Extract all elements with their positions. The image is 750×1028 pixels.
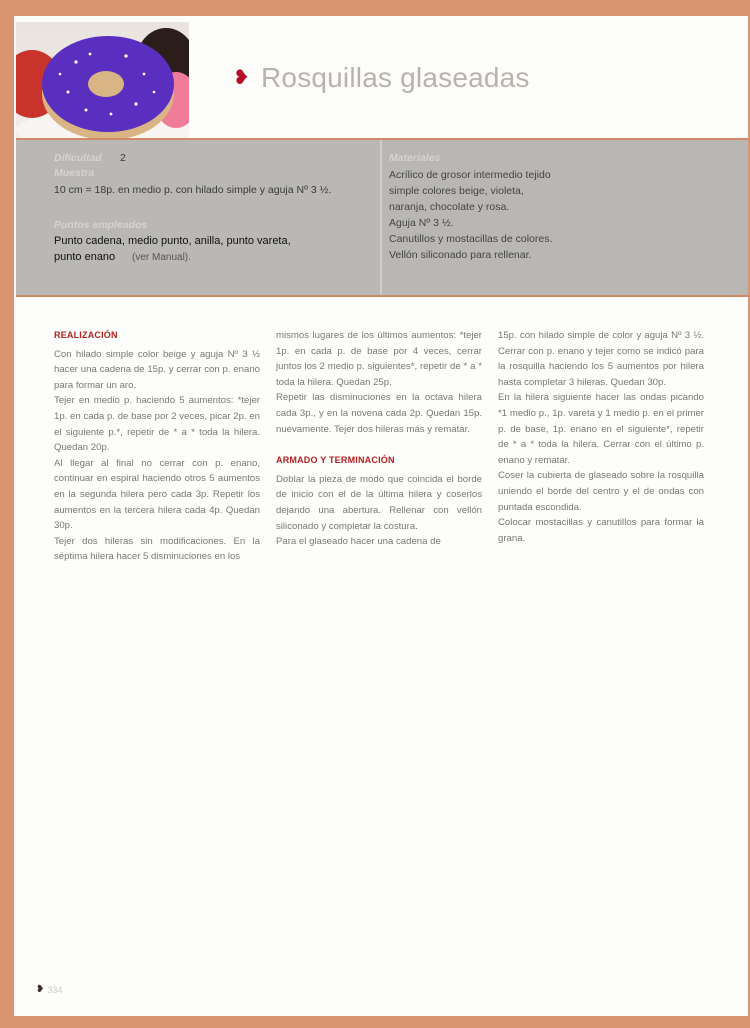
title-row [233,62,530,94]
paragraph: Con hilado simple color beige y aguja Nº 3 ½ hacer una cadena de 15p. y cerrar con p. enano para formar un aro. [54,348,260,391]
heart-icon: ❥ [36,984,45,995]
info-band [16,140,748,296]
info-left-panel [16,140,380,296]
armado-heading: ARMADO Y TERMINACIÓN [276,455,395,466]
text-column-1 [54,328,260,565]
paragraph: Tejer en medio p. haciendo 5 aumentos: *tejer 1p. en cada p. de base por 2 veces, picar 2p. en el siguiente p.*, repetir de * a * toda la hilera. Quedan 20p. [54,395,260,454]
materials-item: simple colores beige, violeta, [389,185,524,197]
stitches-line-2: punto enano [54,251,116,263]
materials-item: Acrílico de grosor intermedio tejido [389,169,551,181]
page-footer [36,984,62,995]
title-area [189,22,748,142]
page [14,16,748,1016]
page-number: 334 [47,984,63,995]
paragraph: Tejer dos hileras sin modificaciones. En la séptima hilera hacer 5 disminuciones en los [54,535,260,563]
donut-photo [16,22,189,142]
materials-item: Canutillos y mostacillas de colores. [389,233,553,245]
paragraph: En la hilera siguiente hacer las ondas picando *1 medio p., 1p. vareta y 1 medio p. en el primer p. de base, 1p. enano en el siguiente*, repetir de * a * toda la hilera. Cerrar con el último p. enano y rematar. [498,392,704,466]
stitches-label: Puntos empleados [54,219,148,231]
stitches-note: (ver Manual). [132,252,191,263]
materials-list [389,167,552,263]
materials-label: Materiales [389,152,441,164]
text-column-3 [498,328,704,546]
materials-item: Vellón siliconado para rellenar. [389,249,532,261]
paragraph: Repetir las disminuciones en la octava hilera cada 3p., y en la novena cada 2p. Quedan 15p. nuevamente. Tejer dos hileras más y rematar. [276,392,482,435]
sample-value: 10 cm = 18p. en medio p. con hilado simple y aguja Nº 3 ½. [54,184,332,196]
paragraph: Colocar mostacillas y canutillos para formar la grana. [498,517,704,544]
difficulty-label: Dificultad [54,152,102,164]
page-title: Rosquillas glaseadas [261,62,530,93]
info-right-panel [382,140,748,296]
bottom-rule [16,295,748,297]
difficulty-value: 2 [120,152,126,164]
realizacion-heading: REALIZACIÓN [54,330,118,340]
paragraph: 15p. con hilado simple de color y aguja Nº 3 ½. Cerrar con p. enano y tejer como se indicó para la rosquilla haciendo los 5 aumentos por hilera hasta completar 3 hileras. Quedan 30p. [498,330,704,388]
paragraph: Para el glaseado hacer una cadena de [276,536,441,548]
sample-label: Muestra [54,167,95,179]
materials-item: naranja, chocolate y rosa. [389,201,510,213]
paragraph: Coser la cubierta de glaseado sobre la rosquilla uniendo el borde del centro y el de ondas con puntada escondida. [498,470,704,513]
paragraph: mismos lugares de los últimos aumentos: *tejer 1p. en cada p. de base por 4 veces, cerrar juntos los 2 medio p. siguientes*, repetir de * a * toda la hilera. Quedan 25p. [276,330,482,388]
materials-item: Aguja Nº 3 ½. [389,217,454,229]
heart-icon: ❥ [233,67,250,89]
stitches-line-1: Punto cadena, medio punto, anilla, punto vareta, [54,235,291,247]
paragraph: Al llegar al final no cerrar con p. enano, continuar en espiral haciendo otros 5 aumentos en la segunda hilera pero cada 3p. Repetir los aumentos en la tercera hilera cada 4p. Quedan 30p. [54,457,260,532]
text-column-2 [276,328,482,550]
paragraph: Doblar la pieza de modo que coincida el borde de inicio con el de la última hilera y coserlos dejando una abertura. Rellenar con vellón siliconado y completar la costura. [276,473,482,532]
